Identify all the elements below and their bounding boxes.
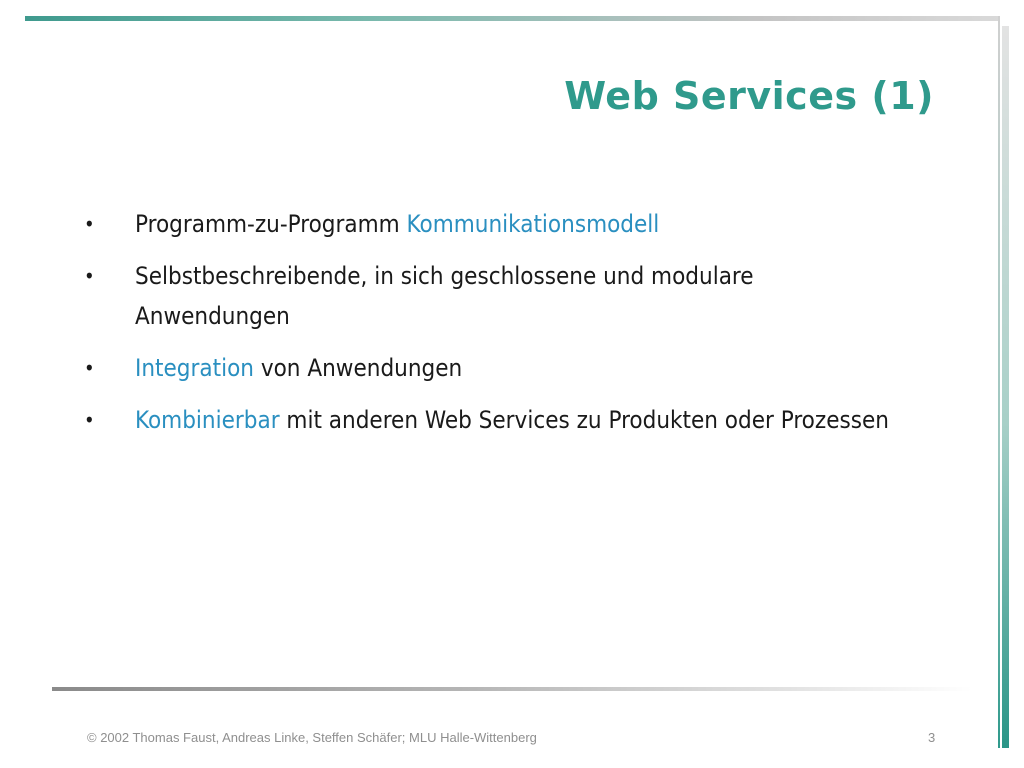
top-decorative-bar	[25, 16, 1000, 21]
bullet-item	[80, 348, 900, 388]
bullet-text: mit anderen Web Services zu Produkten oder Prozessen	[279, 406, 889, 434]
bullet-item	[80, 400, 900, 440]
footer-copyright: © 2002 Thomas Faust, Andreas Linke, Steffen Schäfer; MLU Halle-Wittenberg	[87, 730, 537, 745]
bullet-text: Selbstbeschreibende, in sich geschlossene und modulare Anwendungen	[135, 262, 754, 330]
page-number: 3	[928, 730, 936, 745]
bullet-icon: •	[84, 212, 95, 236]
bullet-text: Programm-zu-Programm	[135, 210, 407, 238]
bullet-highlight: Kombinierbar	[135, 406, 280, 434]
bullet-icon: •	[84, 264, 95, 288]
right-decorative-bar	[1002, 26, 1009, 748]
bullet-highlight: Kommunikationsmodell	[406, 210, 660, 238]
right-decorative-line	[998, 16, 1000, 748]
bullet-text: von Anwendungen	[253, 354, 463, 382]
bullet-highlight: Integration	[135, 354, 254, 382]
bullet-item	[80, 256, 900, 336]
slide-title: Web Services (1)	[564, 74, 934, 118]
footer-divider	[52, 687, 972, 691]
bullet-icon: •	[84, 356, 95, 380]
bullet-icon: •	[84, 408, 95, 432]
bullet-list	[80, 204, 900, 452]
bullet-item	[80, 204, 900, 244]
